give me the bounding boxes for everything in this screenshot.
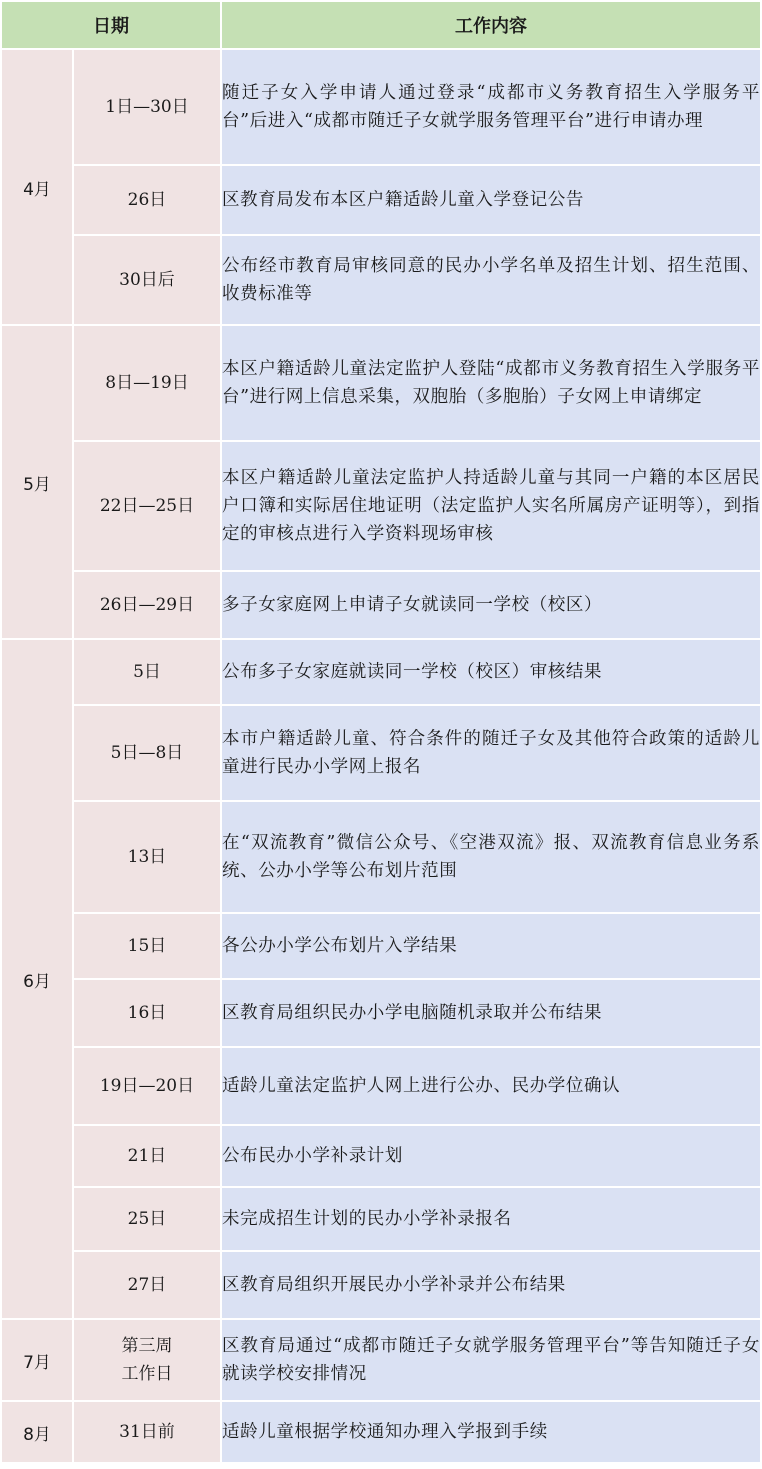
- date-cell: [73, 705, 221, 801]
- table-row: [1, 639, 761, 705]
- content-cell: 本区户籍适龄儿童法定监护人持适龄儿童与其同一户籍的本区居民户口簿和实际居住地证明（法定监护人实名所属房产证明等），到指定的审核点进行入学资料现场审核: [221, 441, 761, 571]
- content-cell: 区教育局组织民办小学电脑随机录取并公布结果: [221, 979, 761, 1047]
- date-text: 27日: [127, 1275, 167, 1295]
- month-cell: 6月: [1, 639, 73, 1319]
- content-cell: 随迁子女入学申请人通过登录“成都市义务教育招生入学服务平台”后进入“成都市随迁子女就学服务管理平台”进行申请办理: [221, 49, 761, 165]
- table-row: [1, 571, 761, 639]
- table-row: [1, 1319, 761, 1401]
- month-cell: 5月: [1, 325, 73, 639]
- content-cell: 公布多子女家庭就读同一学校（校区）审核结果: [221, 639, 761, 705]
- table-row: [1, 441, 761, 571]
- date-cell: [73, 1125, 221, 1187]
- content-cell: 公布经市教育局审核同意的民办小学名单及招生计划、招生范围、收费标准等: [221, 235, 761, 325]
- date-cell: [73, 1401, 221, 1463]
- content-cell: 适龄儿童法定监护人网上进行公办、民办学位确认: [221, 1047, 761, 1125]
- content-cell: 本市户籍适龄儿童、符合条件的随迁子女及其他符合政策的适龄儿童进行民办小学网上报名: [221, 705, 761, 801]
- date-text: 8日—19日: [105, 373, 189, 393]
- date-cell: [73, 979, 221, 1047]
- header-date: 日期: [1, 1, 221, 49]
- date-text: 1日—30日: [105, 97, 189, 117]
- content-cell: 在“双流教育”微信公众号、《空港双流》报、双流教育信息业务系统、公办小学等公布划片范围: [221, 801, 761, 913]
- table-row: [1, 913, 761, 979]
- table-row: [1, 1047, 761, 1125]
- date-cell: [73, 1187, 221, 1251]
- date-text: 工作日: [121, 1364, 173, 1384]
- date-text: 26日—29日: [99, 595, 195, 615]
- content-cell: 未完成招生计划的民办小学补录报名: [221, 1187, 761, 1251]
- date-cell: [73, 1319, 221, 1401]
- date-text: 25日: [127, 1209, 167, 1229]
- date-cell: [73, 235, 221, 325]
- table-row: [1, 165, 761, 235]
- date-cell: [73, 1047, 221, 1125]
- date-text: 13日: [127, 847, 167, 867]
- content-cell: 多子女家庭网上申请子女就读同一学校（校区）: [221, 571, 761, 639]
- date-text: 22日—25日: [99, 496, 195, 516]
- date-cell: [73, 639, 221, 705]
- table-row: [1, 1187, 761, 1251]
- table-row: [1, 801, 761, 913]
- date-text: 5日: [133, 662, 161, 682]
- content-cell: 区教育局通过“成都市随迁子女就学服务管理平台”等告知随迁子女就读学校安排情况: [221, 1319, 761, 1401]
- table-row: [1, 1401, 761, 1463]
- date-text: 30日后: [119, 270, 175, 290]
- date-text: 5日—8日: [110, 743, 184, 763]
- content-cell: 本区户籍适龄儿童法定监护人登陆“成都市义务教育招生入学服务平台”进行网上信息采集，双胞胎（多胞胎）子女网上申请绑定: [221, 325, 761, 441]
- date-cell: [73, 165, 221, 235]
- date-text: 21日: [127, 1146, 167, 1166]
- content-cell: 区教育局组织开展民办小学补录并公布结果: [221, 1251, 761, 1319]
- table-header-row: [1, 1, 761, 49]
- table-row: [1, 235, 761, 325]
- date-cell: [73, 1251, 221, 1319]
- content-cell: 区教育局发布本区户籍适龄儿童入学登记公告: [221, 165, 761, 235]
- date-cell: [73, 325, 221, 441]
- table-row: [1, 705, 761, 801]
- date-text: 31日前: [119, 1422, 175, 1442]
- content-cell: 适龄儿童根据学校通知办理入学报到手续: [221, 1401, 761, 1463]
- content-cell: 公布民办小学补录计划: [221, 1125, 761, 1187]
- table-body: [1, 49, 761, 1463]
- month-cell: 4月: [1, 49, 73, 325]
- table-row: [1, 979, 761, 1047]
- date-text: 26日: [127, 190, 167, 210]
- table-row: [1, 325, 761, 441]
- table-row: [1, 1251, 761, 1319]
- table-row: [1, 49, 761, 165]
- month-cell: 7月: [1, 1319, 73, 1401]
- table-row: [1, 1125, 761, 1187]
- date-text: 16日: [127, 1003, 167, 1023]
- content-cell: 各公办小学公布划片入学结果: [221, 913, 761, 979]
- date-text: 19日—20日: [99, 1076, 195, 1096]
- date-cell: [73, 441, 221, 571]
- date-cell: [73, 571, 221, 639]
- date-cell: [73, 801, 221, 913]
- date-text: 15日: [127, 936, 167, 956]
- date-cell: [73, 49, 221, 165]
- header-content: 工作内容: [221, 1, 761, 49]
- date-text: 第三周: [121, 1336, 173, 1356]
- date-cell: [73, 913, 221, 979]
- month-cell: 8月: [1, 1401, 73, 1463]
